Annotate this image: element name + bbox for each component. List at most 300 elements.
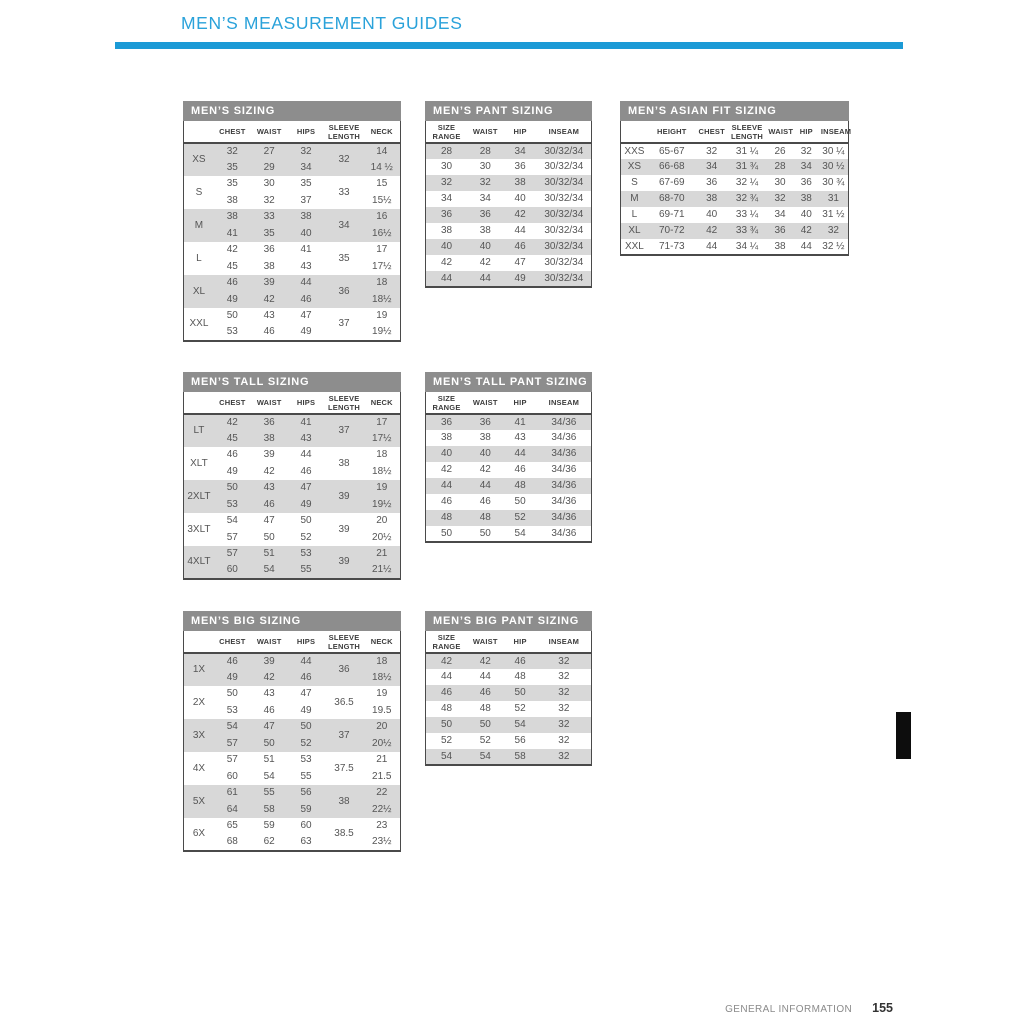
table-cell: 52 (440, 735, 453, 746)
column-header: INSEAM (537, 631, 592, 653)
table-cell: 34 (440, 193, 453, 204)
table-cell: 38 (263, 260, 275, 272)
table-cell: 46 (300, 671, 312, 683)
size-label-cell: 4XLT (187, 556, 211, 567)
table-row (426, 478, 592, 494)
table-cell: 47 (263, 515, 275, 527)
table-cell: 43 (263, 688, 275, 700)
header-row (426, 121, 592, 143)
table-row (426, 255, 592, 271)
table-cell: 53 (226, 498, 238, 510)
page-footer (725, 1001, 893, 1015)
table-cell: 14 ½ (370, 161, 393, 173)
column-header: HIP (504, 392, 537, 414)
table-row (426, 223, 592, 239)
table-cell: 44 (440, 272, 453, 284)
sizing-grid (183, 121, 401, 342)
column-header: NECK (364, 121, 401, 143)
table-cell: 58 (263, 803, 275, 815)
table-cell: 32 (800, 145, 812, 157)
table-row (426, 733, 592, 749)
table-cell: 38 (479, 225, 491, 236)
table-cell: 30/32/34 (544, 177, 584, 188)
mens-tall-sizing-table (183, 372, 401, 580)
table-row (184, 275, 401, 292)
table-cell: 49 (226, 671, 238, 683)
table-cell: 23 (376, 820, 388, 832)
table-cell: 50 (300, 721, 312, 733)
title-rule (115, 42, 903, 49)
table-row (184, 563, 401, 580)
table-cell: 49 (226, 293, 238, 305)
table-cell: 44 (800, 240, 812, 252)
table-cell: 69-71 (659, 209, 685, 220)
table-row (184, 480, 401, 497)
table-cell: L (631, 209, 638, 220)
size-label-cell: XXL (189, 318, 209, 329)
table-cell: 17½ (372, 260, 392, 272)
table-cell: 39 (263, 655, 275, 667)
header-row (426, 631, 592, 653)
table-row (184, 546, 401, 563)
table-cell: 30 ¼ (822, 145, 845, 157)
table-cell: 61 (226, 787, 238, 799)
table-cell: 57 (226, 754, 238, 766)
table-cell: 38 (263, 432, 275, 444)
table-cell: 36 (774, 225, 786, 236)
table-cell: 38 (226, 211, 238, 223)
table-cell: 38 (300, 211, 312, 223)
size-label-cell: 3X (192, 729, 206, 741)
table-cell: 52 (514, 512, 526, 523)
mens-asian-fit-sizing-table (620, 101, 852, 256)
table-cell: 33 ¼ (735, 209, 759, 220)
table-cell: 50 (479, 719, 491, 730)
column-header: HIP (504, 631, 537, 653)
table-cell: 32 (263, 194, 275, 206)
table-row (426, 462, 592, 478)
table-row (426, 271, 592, 287)
mens-tall-pant-sizing-table (425, 372, 592, 543)
table-cell: 36 (479, 209, 491, 220)
table-cell: 42 (706, 225, 718, 236)
table-cell: 17 (376, 416, 388, 428)
table-cell: 47 (300, 688, 312, 700)
table-cell: 54 (479, 750, 491, 762)
table-cell: 34/36 (551, 448, 577, 459)
table-row (426, 191, 592, 207)
table-title: MEN’S ASIAN FIT SIZING (620, 101, 849, 121)
table-cell: 48 (514, 480, 526, 491)
table-cell: 55 (300, 770, 312, 782)
sizing-grid (183, 631, 401, 852)
table-row (184, 447, 401, 464)
table-cell: 47 (300, 482, 312, 494)
table-cell: 42 (440, 464, 453, 475)
table-cell: 32 (558, 719, 570, 730)
table-cell: 21½ (372, 564, 392, 576)
footer-page-number: 155 (872, 1001, 893, 1015)
footer-section-label: GENERAL INFORMATION (725, 1004, 853, 1015)
table-row (426, 749, 592, 765)
table-cell: XL (628, 225, 641, 236)
table-row (184, 226, 401, 243)
table-row (184, 414, 401, 431)
size-label-cell: M (194, 219, 204, 231)
table-cell: 36 (263, 244, 275, 256)
table-cell: 34/36 (551, 464, 577, 475)
table-row (621, 207, 849, 223)
mens-pant-sizing-table (425, 101, 592, 288)
column-header (184, 121, 214, 143)
table-row (184, 736, 401, 753)
table-title: MEN’S BIG PANT SIZING (425, 611, 592, 631)
table-cell: 49 (300, 326, 312, 338)
size-label-cell: L (196, 252, 202, 264)
table-cell: 50 (226, 482, 238, 494)
table-cell: 32 (558, 750, 570, 762)
table-cell: 34 ¼ (735, 240, 759, 252)
table-cell: 18½ (372, 671, 392, 683)
table-cell: 54 (263, 564, 275, 576)
column-header: WAIST (251, 121, 288, 143)
column-header: CHEST (214, 121, 251, 143)
table-cell: 38 (479, 432, 491, 443)
table-cell: 50 (263, 531, 275, 543)
size-label-cell: XL (192, 285, 206, 297)
size-label-cell: 4X (192, 762, 206, 774)
table-cell: 42 (800, 225, 812, 236)
table-cell: 40 (479, 241, 491, 252)
column-header: HIP (794, 121, 819, 143)
mens-big-sizing-table (183, 611, 401, 852)
table-cell: 48 (514, 671, 526, 682)
size-label-cell: 1X (192, 664, 206, 675)
table-cell: 46 (263, 326, 275, 338)
table-cell: 41 (300, 244, 312, 256)
table-cell: 34 (514, 145, 526, 157)
table-cell: 48 (440, 703, 453, 714)
sizing-grid (620, 121, 852, 256)
table-row (621, 223, 849, 239)
table-cell: 46 (440, 687, 453, 698)
table-cell: 42 (226, 416, 238, 428)
table-cell: 42 (479, 257, 491, 268)
table-cell: 36.5 (334, 696, 354, 708)
column-header: SLEEVE LENGTH (325, 631, 364, 653)
table-cell: 60 (226, 564, 238, 576)
table-cell: 45 (226, 260, 238, 272)
table-cell: 38 (514, 177, 526, 188)
column-header: HEIGHT (648, 121, 696, 143)
table-cell: 36 (706, 177, 718, 188)
column-header: INSEAM (537, 392, 592, 414)
table-cell: 49 (300, 498, 312, 510)
table-cell: 44 (300, 655, 312, 667)
header-row (184, 121, 401, 143)
table-cell: 32 (338, 154, 350, 165)
table-cell: 51 (263, 548, 275, 560)
table-cell: 43 (300, 260, 312, 272)
table-cell: 46 (263, 498, 275, 510)
table-cell: 18½ (372, 293, 392, 305)
table-cell: 48 (440, 512, 453, 523)
table-cell: 15 (376, 178, 388, 190)
column-header: WAIST (251, 392, 288, 414)
table-cell: 42 (263, 465, 275, 477)
header-row (621, 121, 849, 143)
table-title: MEN’S SIZING (183, 101, 401, 121)
table-cell: 32 (558, 703, 570, 714)
table-cell: 46 (479, 496, 491, 507)
table-cell: 43 (300, 432, 312, 444)
table-cell: 38 (226, 194, 238, 206)
table-cell: 46 (226, 655, 238, 667)
table-cell: 41 (300, 416, 312, 428)
table-cell: 57 (226, 531, 238, 543)
table-cell: 70-72 (659, 225, 685, 236)
table-cell: 36 (440, 416, 453, 428)
table-cell: 39 (338, 490, 350, 502)
table-cell: 19 (376, 688, 388, 700)
table-cell: 48 (479, 703, 491, 714)
table-row (426, 653, 592, 669)
table-cell: 19.5 (372, 704, 392, 716)
table-cell: 46 (514, 464, 526, 475)
table-cell: 32 (558, 671, 570, 682)
table-cell: 53 (300, 754, 312, 766)
table-row (426, 159, 592, 175)
header-row (184, 392, 401, 414)
table-cell: 45 (226, 432, 238, 444)
table-cell: 65-67 (659, 145, 685, 157)
table-cell: 20½ (372, 737, 392, 749)
table-cell: 39 (263, 277, 275, 289)
table-cell: 30/32/34 (544, 145, 584, 157)
table-cell: 50 (479, 527, 491, 539)
sizing-grid (425, 392, 592, 543)
size-label-cell: XS (192, 154, 206, 165)
table-cell: 53 (300, 548, 312, 560)
table-cell: 46 (263, 704, 275, 716)
size-label-cell: 2XLT (187, 490, 211, 502)
table-cell: 17 (376, 244, 388, 256)
table-row (621, 191, 849, 207)
table-cell: 34/36 (551, 512, 577, 523)
table-cell: 43 (263, 310, 275, 322)
table-cell: 14 (376, 145, 388, 157)
table-row (184, 143, 401, 160)
mens-big-pant-sizing-table (425, 611, 592, 766)
table-cell: 37 (338, 729, 350, 741)
table-cell: 40 (479, 448, 491, 459)
table-cell: 37 (300, 194, 312, 206)
table-cell: 51 (263, 754, 275, 766)
table-cell: 30 (263, 178, 275, 190)
table-cell: 53 (226, 704, 238, 716)
table-cell: 50 (514, 496, 526, 507)
table-cell: 44 (440, 480, 453, 491)
table-row (184, 176, 401, 193)
table-cell: 32 (479, 177, 491, 188)
table-row (426, 446, 592, 462)
table-row (184, 209, 401, 226)
table-row (426, 175, 592, 191)
table-cell: 30/32/34 (544, 257, 584, 268)
table-cell: 50 (263, 737, 275, 749)
table-cell: 46 (479, 687, 491, 698)
table-row (184, 686, 401, 703)
table-cell: 39 (338, 523, 350, 535)
table-cell: 34 (300, 161, 312, 173)
table-cell: 42 (263, 293, 275, 305)
column-header: SIZE RANGE (426, 631, 468, 653)
table-cell: 36 (800, 177, 812, 188)
table-cell: 63 (300, 836, 312, 848)
table-row (184, 308, 401, 325)
table-row (426, 207, 592, 223)
table-cell: 41 (514, 416, 526, 428)
table-cell: 54 (226, 515, 238, 527)
table-cell: 38 (440, 225, 453, 236)
table-cell: 31 ¾ (735, 161, 759, 172)
table-cell: 32 ¼ (735, 177, 759, 188)
table-cell: 37 (338, 318, 350, 329)
table-cell: 42 (514, 209, 526, 220)
table-cell: 47 (263, 721, 275, 733)
table-cell: 52 (514, 703, 526, 714)
table-cell: 33 (338, 186, 350, 198)
table-cell: 71-73 (659, 240, 685, 252)
table-row (184, 769, 401, 786)
table-cell: 60 (226, 770, 238, 782)
table-cell: 50 (514, 687, 526, 698)
table-cell: 30/32/34 (544, 193, 584, 204)
table-cell: 32 (558, 687, 570, 698)
table-cell: 34 (706, 161, 718, 172)
table-cell: 35 (263, 227, 275, 239)
table-cell: 55 (263, 787, 275, 799)
table-cell: 16½ (372, 227, 392, 239)
table-row (426, 430, 592, 446)
table-cell: 32 (300, 145, 312, 157)
table-row (426, 526, 592, 542)
table-cell: 39 (338, 556, 350, 567)
table-cell: 17½ (372, 432, 392, 444)
sizing-grid (425, 121, 592, 288)
table-cell: 36 (440, 209, 453, 220)
size-label-cell: 5X (192, 795, 206, 807)
table-cell: 36 (514, 161, 526, 172)
table-cell: 46 (226, 449, 238, 461)
table-cell: 18 (376, 277, 388, 289)
table-row (426, 414, 592, 430)
table-cell: 40 (514, 193, 526, 204)
table-cell: 49 (300, 704, 312, 716)
column-header: HIPS (288, 121, 325, 143)
table-cell: 35 (300, 178, 312, 190)
table-cell: 47 (300, 310, 312, 322)
table-row (621, 239, 849, 255)
table-cell: 32 (226, 145, 238, 157)
table-cell: 40 (706, 209, 718, 220)
table-cell: 43 (514, 432, 526, 443)
table-row (184, 818, 401, 835)
table-cell: 28 (440, 145, 453, 157)
table-row (184, 802, 401, 819)
table-cell: 38 (338, 795, 350, 807)
table-cell: 34/36 (551, 416, 577, 428)
mens-sizing-table (183, 101, 401, 342)
table-cell: 31 (827, 193, 839, 204)
table-cell: 50 (226, 310, 238, 322)
table-cell: 44 (440, 671, 453, 682)
table-cell: 38.5 (334, 828, 354, 839)
table-cell: 44 (706, 240, 718, 252)
header-row (184, 631, 401, 653)
table-title: MEN’S PANT SIZING (425, 101, 592, 121)
table-cell: 32 (558, 735, 570, 746)
table-row (621, 159, 849, 175)
size-label-cell: 2X (192, 696, 206, 708)
column-header: WAIST (467, 392, 504, 414)
table-title: MEN’S TALL SIZING (183, 372, 401, 392)
table-cell: 62 (263, 836, 275, 848)
table-cell: 32 (827, 225, 839, 236)
table-row (426, 701, 592, 717)
column-header: CHEST (214, 631, 251, 653)
table-row (184, 653, 401, 670)
table-cell: 44 (300, 277, 312, 289)
table-cell: S (631, 177, 638, 188)
table-cell: 36 (338, 285, 350, 297)
table-row (184, 259, 401, 276)
column-header (621, 121, 648, 143)
table-cell: 35 (226, 161, 238, 173)
column-header: WAIST (251, 631, 288, 653)
table-cell: 46 (300, 293, 312, 305)
table-cell: 34 (338, 219, 350, 231)
table-cell: 32 ¾ (735, 193, 759, 204)
table-row (426, 494, 592, 510)
column-header: WAIST (467, 631, 504, 653)
table-cell: 22 (376, 787, 388, 799)
table-cell: 44 (479, 671, 491, 682)
table-row (184, 530, 401, 547)
table-row (426, 669, 592, 685)
table-cell: 41 (226, 227, 238, 239)
table-cell: 30/32/34 (544, 272, 584, 284)
table-row (184, 431, 401, 448)
table-cell: 47 (514, 257, 526, 268)
table-cell: 54 (263, 770, 275, 782)
table-cell: 20½ (372, 531, 392, 543)
table-cell: 23½ (372, 836, 392, 848)
table-row (184, 193, 401, 210)
column-header: WAIST (766, 121, 793, 143)
table-cell: 37 (338, 425, 350, 436)
column-header: CHEST (214, 392, 251, 414)
table-cell: XS (627, 161, 642, 172)
table-cell: 33 ¾ (735, 225, 759, 236)
table-cell: 49 (226, 465, 238, 477)
sizing-grid (183, 392, 401, 580)
table-cell: 50 (440, 719, 453, 730)
table-cell: 15½ (372, 194, 392, 206)
page-title: MEN’S MEASUREMENT GUIDES (181, 13, 463, 33)
table-cell: 46 (226, 277, 238, 289)
table-row (426, 510, 592, 526)
